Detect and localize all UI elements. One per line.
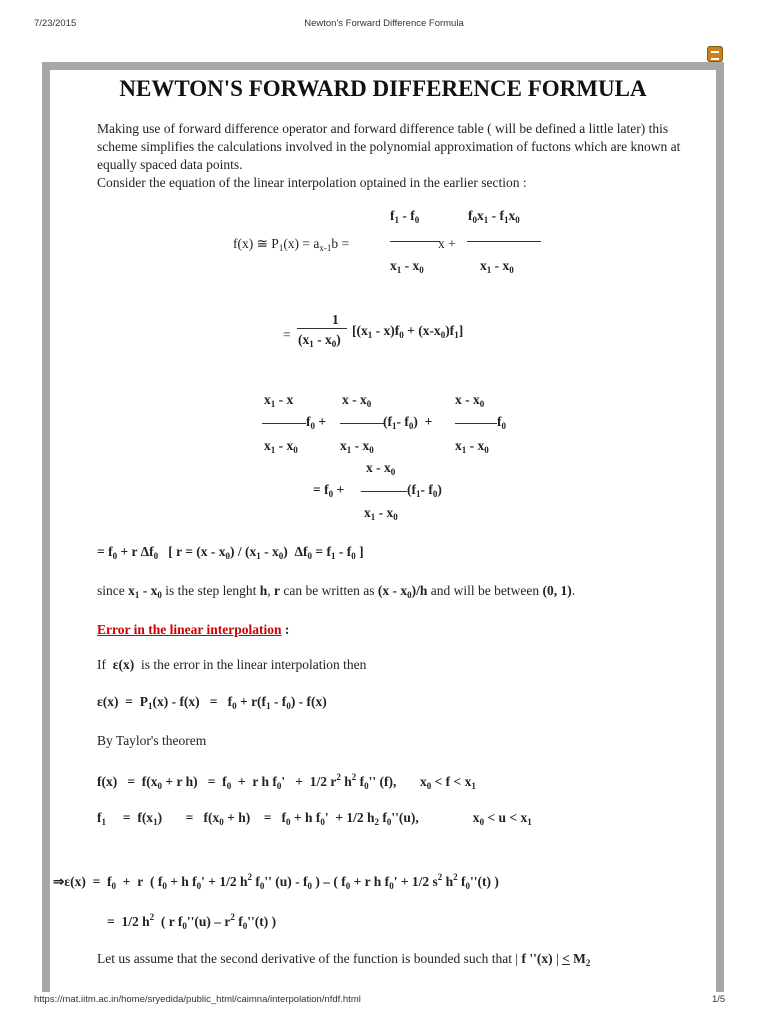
equation-error-def: $\varepsilon(x) = P_1(x) - f(x) = f_0 + r(f_1 - f_0) - f(x)$ xyxy=(97,694,327,711)
frame-left xyxy=(42,62,50,992)
equation-taylor-fx: $f(x) = f(x_0 + r$ $h) = f_0 + r$ h $f_0' + 1/2$ $r^2$ $h^2$ $f_0''$ (f), $x_0 < f < x_1$ xyxy=(97,772,476,791)
page-title: NEWTON'S FORWARD DIFFERENCE FORMULA xyxy=(119,76,647,101)
footer-url[interactable]: https://mat.iitm.ac.in/home/sryedida/public_html/caimna/interpolation/nfdf.html xyxy=(34,994,361,1005)
print-title: Newton's Forward Difference Formula xyxy=(304,18,464,29)
page-number: 1/5 xyxy=(712,994,726,1005)
frame-right xyxy=(716,62,724,992)
error-intro-line: If ε(x) is the error in the linear interpolation then xyxy=(97,657,367,672)
print-date: 7/23/2015 xyxy=(34,18,77,29)
bound-assumption: Let us assume that the second derivative of the function is bounded such that | f ''(x) | < $M_2$ xyxy=(97,951,591,968)
equation-error-simplified: = 1/2 $h^2$ ( r $f_0''(u) - r^2$ $f_0''(t)$ ) xyxy=(107,912,277,931)
error-heading: Error in the linear interpolation : xyxy=(97,622,290,637)
equation-r-definition: = $f_0 + r$ $\Delta f_0$ [ $r = (x - x_0) / (x_1 - x_0)$ $\Delta f_0 = f_1 - f_0$ ] xyxy=(97,544,364,561)
taylor-text: By Taylor's theorem xyxy=(97,733,207,748)
equation-taylor-f1: $f_1$ = $f(x_1)$ = $f(x_0 + h)$ = $f_0 + h$ $f_0' + 1/2$ $h_2$ $f_0''(u)$, $x_0 < u < x_1$ xyxy=(97,810,532,827)
equation-error-expansion: ⇒ε(x) = $f_0 + r$ ( $f_0 + h$ $f_0' + 1/2$ $h^2$ $f_0''$ $(u) - f_0$ ) – ( $f_0 + r$ h $f_0' + 1/2$ $s^2$ $h^2$ $f_0''(t)$ ) xyxy=(53,872,499,891)
intro-paragraph: Making use of forward difference operator and forward difference table ( will be defined a little later) this scheme simplifies the calculations involved in the polynomial approximation of fuctons which are known at equally spaced data points. xyxy=(97,121,681,172)
consider-text: Consider the equation of the linear interpolation optained in the earlier section : xyxy=(97,175,527,190)
frame-top xyxy=(42,62,724,70)
step-length-text: since $x_1 - x_0$ is the step lenght h, r can be written as $(x - x_0)/h$ and will be between (0, 1). xyxy=(97,583,576,600)
expand-icon[interactable] xyxy=(707,46,723,62)
